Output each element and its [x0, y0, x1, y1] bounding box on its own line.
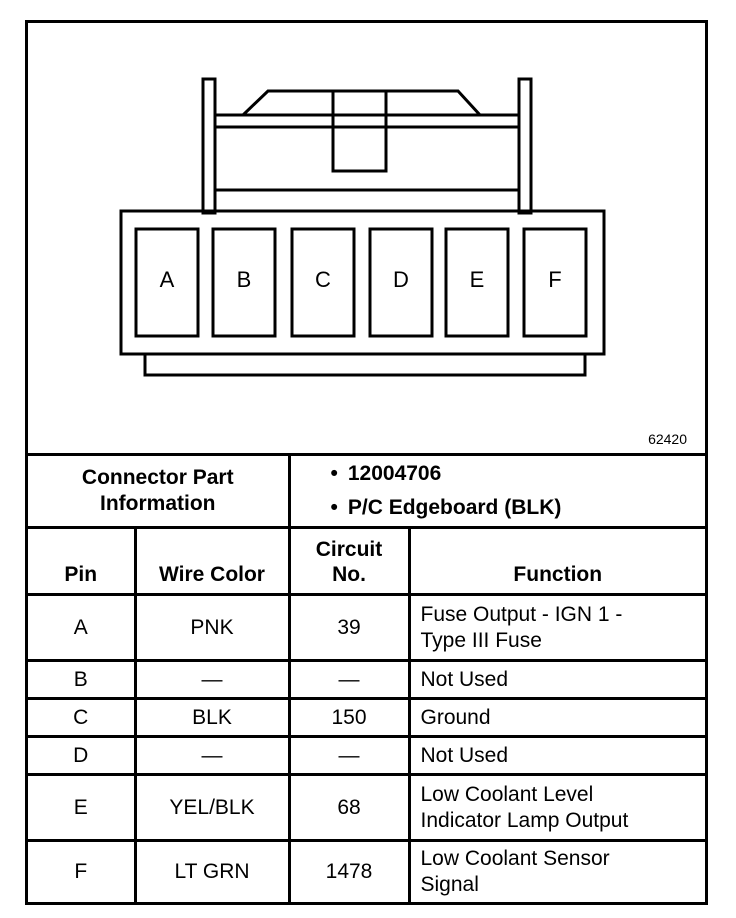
cell-circuit: 39: [289, 595, 409, 661]
connector-body: [121, 211, 604, 354]
cell-circuit: —: [289, 661, 409, 699]
cell-function: Low Coolant Sensor Signal: [409, 841, 705, 903]
pin-table: [28, 453, 705, 903]
cell-wire-color: LT GRN: [135, 841, 289, 903]
cell-function: Low Coolant Level Indicator Lamp Output: [409, 775, 705, 841]
cell-function: Not Used: [409, 661, 705, 699]
table-row: [28, 841, 705, 903]
cell-function: Fuse Output - IGN 1 - Type III Fuse: [409, 595, 705, 661]
connector-diagram: [28, 23, 705, 453]
cell-wire-color: BLK: [135, 699, 289, 737]
cell-wire-color: —: [135, 737, 289, 775]
left-latch-post: [203, 79, 215, 213]
pin-label-d: D: [393, 267, 409, 292]
cell-function: Ground: [409, 699, 705, 737]
cell-pin: C: [28, 699, 135, 737]
cell-pin: D: [28, 737, 135, 775]
header-pin: Pin: [28, 528, 135, 595]
table-row: [28, 699, 705, 737]
cell-circuit: 150: [289, 699, 409, 737]
figure-number: 62420: [648, 431, 687, 447]
pin-label-e: E: [469, 267, 485, 292]
cell-wire-color: YEL/BLK: [135, 775, 289, 841]
header-wire-color: Wire Color: [135, 528, 289, 595]
cell-circuit: 1478: [289, 841, 409, 903]
pin-label-a: A: [159, 267, 175, 292]
header-circuit: Circuit No.: [289, 528, 409, 595]
cell-wire-color: PNK: [135, 595, 289, 661]
connector-type: • P/C Edgeboard (BLK): [331, 491, 706, 525]
center-lock-block: [333, 91, 386, 171]
pin-label-f: F: [548, 267, 562, 292]
table-row: [28, 775, 705, 841]
table-row: [28, 737, 705, 775]
cell-pin: B: [28, 661, 135, 699]
table-row: [28, 595, 705, 661]
cell-pin: F: [28, 841, 135, 903]
pin-label-c: C: [315, 267, 331, 292]
part-number: • 12004706: [331, 457, 706, 491]
connector-info-row: [28, 455, 705, 528]
lock-tab: [243, 91, 480, 115]
cell-wire-color: —: [135, 661, 289, 699]
connector-info-values: [289, 455, 705, 528]
right-latch-post: [519, 79, 531, 213]
connector-info-label: Connector Part Information: [28, 455, 289, 528]
cell-pin: E: [28, 775, 135, 841]
header-function: Function: [409, 528, 705, 595]
cell-function: Not Used: [409, 737, 705, 775]
pin-label-b: B: [236, 267, 252, 292]
cell-circuit: —: [289, 737, 409, 775]
document-frame: [25, 20, 708, 905]
table-row: [28, 661, 705, 699]
cell-circuit: 68: [289, 775, 409, 841]
header-row: [28, 528, 705, 595]
cell-pin: A: [28, 595, 135, 661]
